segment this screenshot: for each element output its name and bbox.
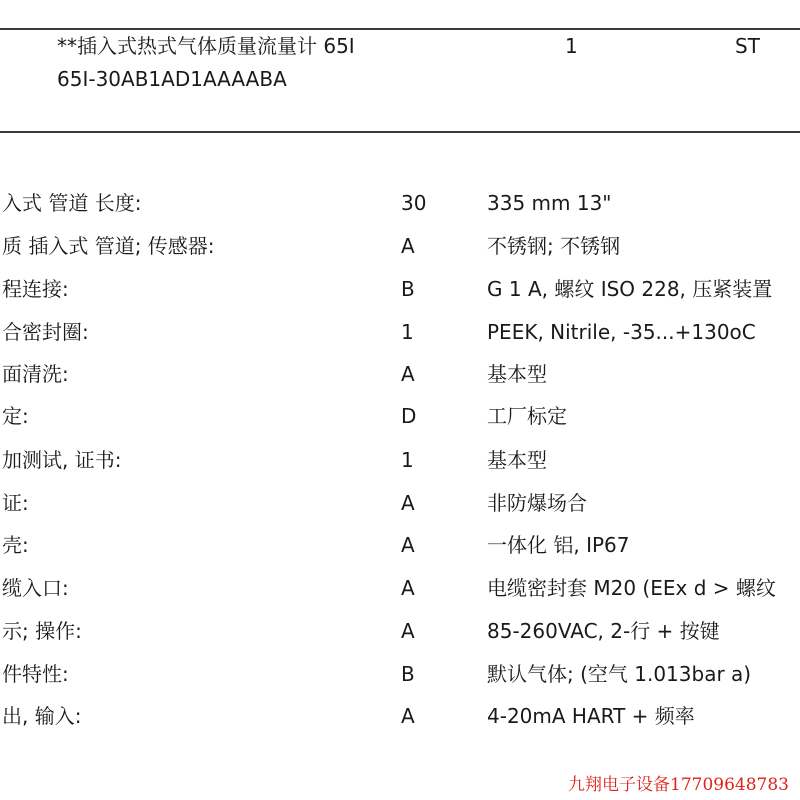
spec-value: 默认气体; (空气 1.013bar a) [487, 662, 752, 686]
spec-label: 缆入口: [2, 576, 69, 600]
spec-label: 面清洗: [2, 362, 69, 386]
spec-value: 基本型 [487, 362, 547, 386]
spec-row [0, 533, 800, 563]
spec-code: B [401, 277, 415, 301]
spec-value: 85-260VAC, 2-行 + 按键 [487, 619, 720, 643]
spec-code: A [401, 576, 415, 600]
spec-code: 1 [401, 448, 414, 472]
spec-row [0, 448, 800, 478]
top-divider [0, 28, 800, 30]
spec-value: 工厂标定 [487, 404, 567, 428]
spec-row [0, 191, 800, 221]
spec-label: 定: [2, 404, 29, 428]
spec-value: 一体化 铝, IP67 [487, 533, 630, 557]
spec-label: 合密封圈: [2, 320, 89, 344]
seller-watermark: 九翔电子设备17709648783 [568, 775, 789, 795]
spec-label: 件特性: [2, 662, 69, 686]
spec-row [0, 362, 800, 392]
spec-code: A [401, 704, 415, 728]
spec-value: 不锈钢; 不锈钢 [487, 234, 621, 258]
spec-value: G 1 A, 螺纹 ISO 228, 压紧装置 [487, 277, 773, 301]
spec-code: 30 [401, 191, 427, 215]
spec-row [0, 234, 800, 264]
spec-label: 壳: [2, 533, 29, 557]
spec-value: 335 mm 13" [487, 191, 612, 215]
spec-row [0, 404, 800, 434]
order-code: 65I-30AB1AD1AAAABA [57, 67, 287, 91]
spec-code: A [401, 234, 415, 258]
spec-value: PEEK, Nitrile, -35...+130oC [487, 320, 756, 344]
spec-value: 4-20mA HART + 频率 [487, 704, 695, 728]
product-title: **插入式热式气体质量流量计 65I [57, 34, 355, 58]
spec-row [0, 662, 800, 692]
spec-code: 1 [401, 320, 414, 344]
spec-row [0, 277, 800, 307]
spec-label: 示; 操作: [2, 619, 82, 643]
spec-value: 电缆密封套 M20 (EEx d > 螺纹 [487, 576, 776, 600]
spec-label: 入式 管道 长度: [2, 191, 142, 215]
spec-row [0, 320, 800, 350]
spec-code: A [401, 533, 415, 557]
spec-label: 程连接: [2, 277, 69, 301]
spec-row [0, 576, 800, 606]
header-divider [0, 131, 800, 133]
spec-code: A [401, 491, 415, 515]
spec-code: D [401, 404, 417, 428]
spec-label: 加测试, 证书: [2, 448, 122, 472]
spec-row [0, 619, 800, 649]
spec-label: 证: [2, 491, 29, 515]
spec-code: A [401, 362, 415, 386]
spec-label: 质 插入式 管道; 传感器: [2, 234, 215, 258]
spec-code: B [401, 662, 415, 686]
quantity: 1 [565, 34, 578, 58]
spec-value: 非防爆场合 [487, 491, 587, 515]
spec-code: A [401, 619, 415, 643]
spec-row [0, 491, 800, 521]
spec-row [0, 704, 800, 734]
spec-value: 基本型 [487, 448, 547, 472]
unit: ST [735, 34, 760, 58]
spec-label: 出, 输入: [2, 704, 82, 728]
